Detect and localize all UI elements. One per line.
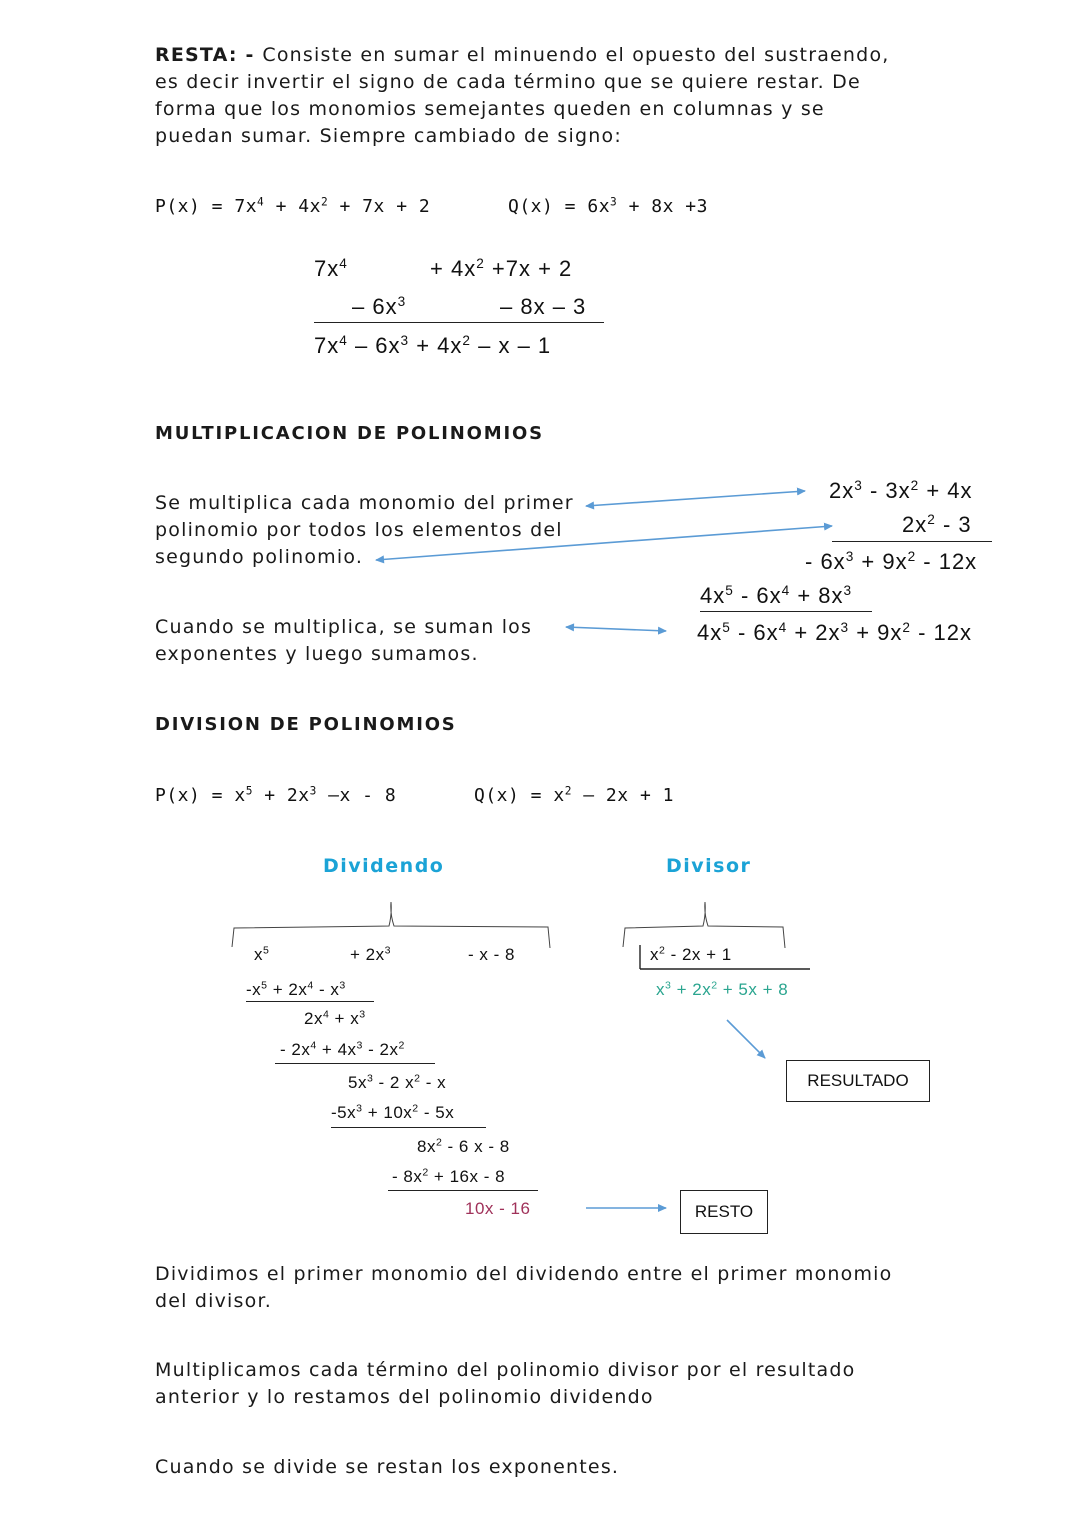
quotient-expression: $x^3 + 2x^2 + 5x + 8$: [656, 979, 789, 999]
resta-line-1: Consiste en sumar el minuendo el opuesto del sustraendo,: [262, 44, 890, 66]
div-row-6: $-5x^3 + 10x^2 - 5x$: [331, 1102, 455, 1122]
div-heading: DIVISION DE POLINOMIOS: [155, 714, 457, 735]
mult-row-1: $2x^3 - 3x^2 + 4x$: [829, 477, 973, 503]
resta-op-result: $7x^4 - 6x^3 + 4x^2 - x - 1$: [314, 332, 552, 358]
arrow-to-resultado: [727, 1020, 765, 1058]
div-paragraph-3: Cuando se divide se restan los exponentes.: [155, 1456, 620, 1478]
mult-heading: MULTIPLICACION DE POLINOMIOS: [155, 423, 544, 444]
div-remainder: 10x - 16: [465, 1199, 531, 1218]
arrow-first-monomial: [586, 491, 805, 506]
resultado-label: RESULTADO: [807, 1071, 909, 1090]
arrow-second-polynomial: [376, 526, 832, 560]
resta-line-2: es decir invertir el signo de cada término que se quiere restar. De: [155, 71, 861, 93]
div-row-5: $5x^3 - 2$ $x^2$ - x: [348, 1072, 447, 1092]
resta-paragraph: RESTA: - Consiste en sumar el minuendo el opuesto del sustraendo, es decir invertir el signo de cada término que se quiere restar. De forma que los monomios semejantes queden en columnas y se puedan sumar. Siempre cambiado de signo:: [155, 42, 890, 150]
dividendo-brace: [232, 902, 550, 948]
resta-title: RESTA:: [155, 44, 238, 66]
mult-row-3: - $6x^3 + 9x^2 - 12x$: [805, 548, 978, 574]
resta-op-row1-a: $7x^4$: [314, 255, 348, 281]
divisor-expression: $x^2 - 2x + 1$: [650, 944, 732, 964]
resta-line-4: puedan sumar. Siempre cambiado de signo:: [155, 125, 622, 147]
div-q-polynomial: $Q(x) = x^2 - 2x + 1$: [474, 784, 674, 806]
div-row-4: - $2x^4 + 4x^3 - 2x^2$: [280, 1039, 405, 1059]
arrow-exponent-sum: [566, 627, 666, 631]
div-row-7: $8x^2 - 6$ x - 8: [417, 1136, 510, 1156]
div-row-2: $-x^5 + 2x^4 - x^3$: [246, 979, 346, 999]
div-paragraph-2: Multiplicamos cada término del polinomio divisor por el resultado anterior y lo restamos del polinomio dividendo: [155, 1359, 856, 1408]
div-row-3: $2x^4 + x^3$: [304, 1008, 366, 1028]
div-row-1-c: - x - 8: [468, 945, 515, 964]
div-row-1-a: $x^5$: [254, 944, 270, 964]
resta-p-polynomial: $P(x) = 7x^4 + 4x^2 + 7x + 2$: [155, 195, 431, 217]
div-row-8: - $8x^2 + 16x - 8$: [392, 1166, 506, 1186]
div-p-polynomial: $P(x) = x^5 + 2x^3$ –x - 8: [155, 784, 397, 806]
mult-paragraph-1: Se multiplica cada monomio del primer polinomio por todos los elementos del segundo polinomio.: [155, 492, 574, 568]
mult-paragraph-2: Cuando se multiplica, se suman los exponentes y luego sumamos.: [155, 616, 533, 665]
dividendo-label: Dividendo: [323, 855, 445, 877]
resta-op-row2-a: – $6x^3$: [352, 293, 407, 319]
divisor-label: Divisor: [666, 855, 752, 877]
mult-row-2: $2x^2 - 3$: [902, 511, 972, 537]
resta-op-row2-b: – 8x – 3: [500, 294, 587, 319]
resta-line-3: forma que los monomios semejantes queden en columnas y se: [155, 98, 825, 120]
mult-row-5: $4x^5 - 6x^4 + 2x^3 + 9x^2 - 12x$: [697, 619, 973, 645]
mult-row-4: $4x^5 - 6x^4 + 8x^3$: [700, 582, 853, 608]
resto-label: RESTO: [694, 1202, 754, 1221]
div-row-1-b: + $2x^3$: [350, 944, 391, 964]
resta-q-polynomial: $Q(x) = 6x^3 + 8x +3$: [508, 195, 708, 217]
resta-op-row1-b: + $4x^2 +7x + 2$: [430, 255, 573, 281]
div-paragraph-1: Dividimos el primer monomio del dividendo entre el primer monomio del divisor.: [155, 1263, 893, 1312]
divisor-brace: [623, 902, 785, 948]
